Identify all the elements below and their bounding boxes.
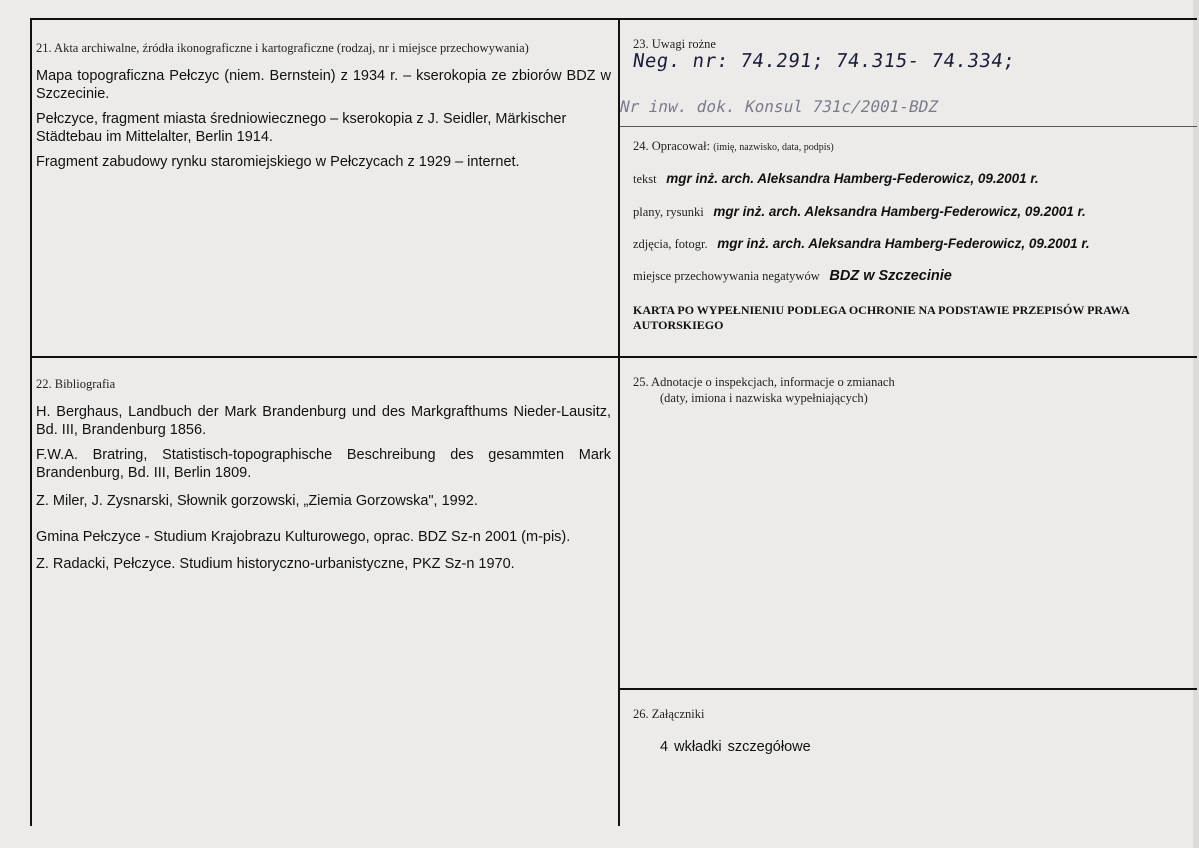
rule-23-24 xyxy=(619,126,1197,127)
negatives-location-row xyxy=(633,268,952,284)
section-22-item-1: H. Berghaus, Landbuch der Mark Brandenburg und des Markgrafthums Nieder-Lausitz, Bd. III, Brandenburg 1856. xyxy=(36,404,611,438)
section-23-label: 23. Uwagi rożne xyxy=(633,37,716,51)
section-21-item-3: Fragment zabudowy rynku staromiejskiego w Pełczycach z 1929 – internet. xyxy=(36,154,520,170)
author-row-value: mgr inż. arch. Aleksandra Hamberg-Federowicz, 09.2001 r. xyxy=(717,236,1090,251)
attachments-value: 4 wkładki szczegółowe xyxy=(660,739,811,755)
section-26-label: 26. Załączniki xyxy=(633,707,705,721)
middle-rule xyxy=(30,356,1197,358)
section-22-item-2: F.W.A. Bratring, Statistisch-topographische Beschreibung des gesammten Mark Brandenburg, Bd. III, Berlin 1809. xyxy=(36,447,611,481)
right-lower-rule xyxy=(619,688,1197,690)
section-24-title: 24. Opracował: xyxy=(633,139,711,153)
negatives-location-value: BDZ w Szczecinie xyxy=(829,268,952,284)
top-rule xyxy=(30,18,1197,20)
author-row-value: mgr inż. arch. Aleksandra Hamberg-Federowicz, 09.2001 r. xyxy=(713,204,1086,219)
author-row-text xyxy=(633,171,1039,187)
section-22-label: 22. Bibliografia xyxy=(36,377,116,391)
author-row-plans xyxy=(633,204,1086,220)
section-25-label-line-2: (daty, imiona i nazwiska wypełniających) xyxy=(660,391,868,405)
section-21-item-2: Pełczyce, fragment miasta średniowiecznego – kserokopia z J. Seidler, Märkischer Städtebau im Mittelalter, Berlin 1914. xyxy=(36,111,567,145)
section-24-note: (imię, nazwisko, data, podpis) xyxy=(713,142,834,153)
author-row-prefix: tekst xyxy=(633,172,657,186)
section-22-item-4: Gmina Pełczyce - Studium Krajobrazu Kulturowego, oprac. BDZ Sz-n 2001 (m-pis). xyxy=(36,529,571,545)
section-24-label xyxy=(633,139,834,154)
author-row-value: mgr inż. arch. Aleksandra Hamberg-Federowicz, 09.2001 r. xyxy=(666,171,1039,186)
negatives-location-prefix: miejsce przechowywania negatywów xyxy=(633,269,820,283)
author-row-prefix: plany, rysunki xyxy=(633,205,704,219)
center-divider xyxy=(618,18,620,826)
section-21-label: 21. Akta archiwalne, źródła ikonograficzne i kartograficzne (rodzaj, nr i miejsce przechowywania) xyxy=(36,41,529,55)
section-25-label-line-1: 25. Adnotacje o inspekcjach, informacje o zmianach xyxy=(633,375,895,389)
left-border xyxy=(30,18,32,826)
author-row-prefix: zdjęcia, fotogr. xyxy=(633,237,708,251)
page-edge xyxy=(1193,0,1199,848)
section-22-item-5: Z. Radacki, Pełczyce. Studium historyczno-urbanistyczne, PKZ Sz-n 1970. xyxy=(36,556,515,572)
section-21-item-1: Mapa topograficzna Pełczyc (niem. Bernstein) z 1934 r. – kserokopia ze zbiorów BDZ w Szczecinie. xyxy=(36,68,611,102)
author-row-photos xyxy=(633,236,1090,252)
handwritten-negative-numbers: Neg. nr: 74.291; 74.315- 74.334; xyxy=(631,50,1017,72)
section-22-item-3: Z. Miler, J. Zysnarski, Słownik gorzowski, „Ziemia Gorzowska", 1992. xyxy=(36,493,478,509)
copyright-notice: KARTA PO WYPEŁNIENIU PODLEGA OCHRONIE NA PODSTAWIE PRZEPISÓW PRAWA AUTORSKIEGO xyxy=(633,303,1130,332)
handwritten-inventory-number: Nr inw. dok. Konsul 731c/2001-BDZ xyxy=(617,97,940,116)
